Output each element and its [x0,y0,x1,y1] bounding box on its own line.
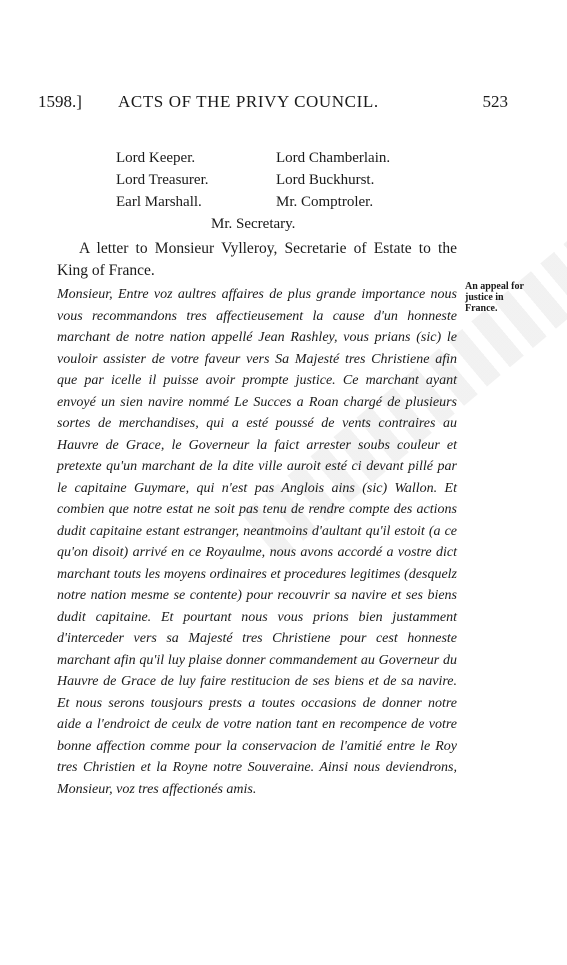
attendee: Lord Chamberlain. [276,150,391,166]
council-attendance [116,147,436,232]
attendee: Mr. Comptroler. [276,194,374,210]
margin-note: An appeal for justice in France. [465,281,524,314]
letter-body: Monsieur, Entre voz aultres affaires de plus grande importance nous vous recommandons tres affectieusement la cause d'un honneste marchant de notre nation appellé Jean Rashley, vous prians (sic) le vouloir assister de votre faveur vers Sa Majesté tres Christiene afin que par icelle il puisse avoir prompte justice. Ce marchant ayant envoyé un sien navire nommé Le Succes a Roan chargé de plusieurs sortes de merchandises, qui a esté poussé de vents contraires au Hauvre de Grace, le Governeur la faict arrester soubs couleur et pretexte qu'un marchant de la dite ville auroit esté ci devant pillé par le capitaine Guymare, qui n'est pas Anglois ains (sic) Wallon. Et combien que notre estat ne soit pas tenu de rendre compte des actions dudit capitaine estant estranger, neantmoins d'aultant qu'il estoit (a ce qu'on disoit) arrivé en ce Royaulme, nous avons accordé a vostre dict marchant touts les moyens ordinaires et procedures legitimes (desquelz notre nation mesme se contente) pour recouvrir sa navire et ses biens dudit capitaine. Et pourtant nous vous prions bien justamment d'interceder vers sa Majesté tres Christiene pour cest honneste marchant afin qu'il luy plaise donner commandement au Governeur du Hauvre de Grace de luy faire restitucion de ses biens et de sa navire. Et nous serons tousjours prests a toutes occasions de donner notre aide a l'endroict de ceulx de votre nation tant en recompence de votre bonne affection comme pour la conservacion de l'amitié entre le Roy tres Christien et la Royne notre Souveraine. Ainsi nous deviendrons, Monsieur, voz tres affectionés amis. [57,287,457,797]
attendee: Mr. Secretary. [211,216,296,232]
attendee: Earl Marshall. [116,194,202,210]
attendee: Lord Treasurer. [116,172,209,188]
letter-heading: A letter to Monsieur Vylleroy, Secretarie of Estate to the King of France. [57,240,457,279]
attendee: Lord Buckhurst. [276,172,375,188]
header-year: 1598.] [38,92,82,111]
header-title: ACTS OF THE PRIVY COUNCIL. [118,92,379,111]
page-number: 523 [482,92,508,111]
attendance-row [116,191,436,213]
attendance-row [116,169,436,191]
attendance-row [116,147,436,169]
attendee: Lord Keeper. [116,150,196,166]
running-header [38,92,508,114]
